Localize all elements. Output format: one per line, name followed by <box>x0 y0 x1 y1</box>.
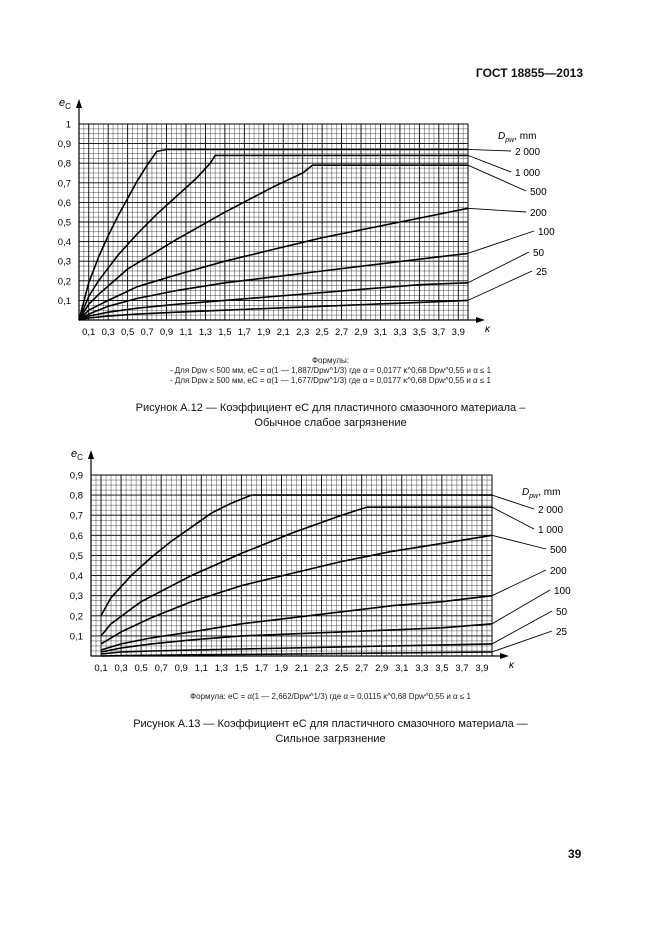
y-tick-label: 0,6 <box>69 530 83 542</box>
x-tick-label: 2,3 <box>296 327 310 338</box>
y-tick-label: 0,8 <box>57 158 71 170</box>
caption-line: Сильное загрязнение <box>275 733 386 745</box>
y-tick-label: 0,3 <box>69 591 83 603</box>
x-tick-label: 0,7 <box>140 327 154 338</box>
formula-block-a12 <box>0 356 661 386</box>
x-tick-label: 1,1 <box>194 663 208 674</box>
series-leader-line <box>468 271 532 300</box>
x-tick-label: 2,7 <box>355 663 369 674</box>
y-tick-label: 0,1 <box>69 631 83 643</box>
caption-line: Рисунок А.13 — Коэффициент eC для пластичного смазочного материала — <box>133 718 528 730</box>
series-label: 25 <box>556 627 568 638</box>
x-tick-label: 1,5 <box>234 663 248 674</box>
caption-line: Рисунок А.12 — Коэффициент eC для пластичного смазочного материала – <box>135 402 526 414</box>
x-tick-label: 3,3 <box>393 327 407 338</box>
series-label: 500 <box>530 187 547 198</box>
x-tick-label: 3,5 <box>435 663 449 674</box>
standard-number: ГОСТ 18855—2013 <box>475 66 583 80</box>
x-tick-label: 3,7 <box>455 663 469 674</box>
y-axis-label-subscript: C <box>65 102 71 111</box>
series-leader-line <box>492 611 552 644</box>
series-leader-line <box>492 570 546 596</box>
series-leader-line <box>468 155 511 172</box>
x-axis-label: κ <box>485 324 490 335</box>
y-axis-label: $e_C$ <box>71 448 83 462</box>
x-tick-label: 0,9 <box>159 327 174 338</box>
legend-title: $D_{pw}$, mm <box>498 131 537 144</box>
x-tick-label: 1,7 <box>237 327 251 338</box>
x-tick-label: 3,1 <box>373 327 388 338</box>
series-leader-line <box>492 507 534 529</box>
formula-line: - Для Dpw < 500 мм, eC = α(1 — 1,887/Dpw^1/3) где α = 0,0177 κ^0,68 Dpw^0,55 и α ≤ 1 <box>169 366 492 375</box>
series-label: 200 <box>550 566 567 577</box>
y-axis-arrow <box>76 99 82 108</box>
x-tick-label: 0,1 <box>82 327 96 338</box>
legend-title: $D_{pw}$, mm <box>522 487 561 500</box>
series-label: 1 000 <box>515 168 541 179</box>
x-tick-label: 1,5 <box>218 327 232 338</box>
caption-line: Обычное слабое загрязнение <box>254 417 407 429</box>
y-tick-label: 0,6 <box>57 197 71 209</box>
x-tick-label: 1,3 <box>198 327 213 338</box>
page-number: 39 <box>568 847 582 861</box>
x-tick-label: 0,5 <box>134 663 148 674</box>
formula-title: Формулы: <box>311 356 350 365</box>
x-tick-label: 0,7 <box>154 663 168 674</box>
series-leader-line <box>468 149 511 151</box>
series-label: 100 <box>554 586 571 597</box>
x-tick-label: 2,7 <box>334 327 349 338</box>
y-tick-label: 0,1 <box>57 295 71 307</box>
x-tick-label: 3,9 <box>451 327 465 338</box>
x-tick-label: 2,1 <box>294 663 309 674</box>
series-label: 200 <box>530 208 547 219</box>
x-axis-arrow <box>500 653 509 659</box>
y-tick-label: 0,5 <box>69 550 83 562</box>
series-label: 500 <box>550 545 567 556</box>
series-label: 50 <box>533 248 545 259</box>
series-leader-line <box>492 590 550 624</box>
x-tick-label: 1,9 <box>274 663 289 674</box>
series-leader-line <box>492 631 552 652</box>
x-tick-label: 0,5 <box>121 327 135 338</box>
x-tick-label: 1,9 <box>257 327 271 338</box>
y-tick-label: 0,8 <box>69 490 83 502</box>
y-tick-label: 0,4 <box>57 237 71 249</box>
y-tick-label: 0,7 <box>57 178 71 190</box>
x-tick-label: 1,1 <box>179 327 193 338</box>
series-leader-line <box>492 535 546 549</box>
series-leader-line <box>468 208 526 212</box>
x-tick-label: 2,9 <box>375 663 389 674</box>
series-label: 1 000 <box>538 525 564 536</box>
x-tick-label: 0,1 <box>94 663 108 674</box>
x-tick-label: 0,9 <box>174 663 188 674</box>
y-tick-label: 0,5 <box>57 217 71 229</box>
y-tick-label: 0,9 <box>69 470 83 482</box>
y-tick-label: 0,7 <box>69 510 83 522</box>
x-tick-label: 3,9 <box>475 663 489 674</box>
y-tick-label: 0,4 <box>69 571 83 583</box>
x-tick-label: 2,5 <box>315 327 329 338</box>
series-leader-line <box>468 252 529 283</box>
chart-figure-a13 <box>0 445 661 685</box>
series-label: 2 000 <box>515 147 541 158</box>
x-tick-label: 3,5 <box>412 327 426 338</box>
series-leader-line <box>468 231 534 253</box>
series-label: 100 <box>538 227 555 238</box>
x-tick-label: 2,5 <box>335 663 349 674</box>
x-tick-label: 2,1 <box>276 327 290 338</box>
x-axis-label: κ <box>509 660 514 671</box>
y-tick-label: 0,2 <box>69 611 83 623</box>
series-label: 25 <box>536 267 548 278</box>
x-tick-label: 2,3 <box>314 663 329 674</box>
x-tick-label: 2,9 <box>354 327 368 338</box>
x-tick-label: 3,7 <box>432 327 446 338</box>
x-tick-label: 1,7 <box>254 663 269 674</box>
y-axis-label: $e_C$ <box>59 97 71 111</box>
legend-title-subscript: pw <box>529 493 539 500</box>
legend-title-unit: , mm <box>514 131 537 142</box>
formula-block-a13 <box>0 692 661 702</box>
x-tick-label: 3,1 <box>395 663 409 674</box>
y-tick-label: 0,9 <box>57 139 71 151</box>
figure-caption-a13 <box>0 717 661 747</box>
series-label: 2 000 <box>538 505 564 516</box>
y-tick-label: 1 <box>65 119 71 131</box>
y-tick-label: 0,3 <box>57 256 71 268</box>
legend-title-subscript: pw <box>505 137 515 144</box>
x-tick-label: 0,3 <box>101 327 115 338</box>
y-axis-label-subscript: C <box>77 453 83 462</box>
y-axis-arrow <box>88 450 94 459</box>
x-tick-label: 3,3 <box>415 663 429 674</box>
figure-caption-a12 <box>0 401 661 431</box>
x-axis-arrow <box>476 317 485 323</box>
legend-title-unit: , mm <box>538 487 561 498</box>
x-tick-label: 0,3 <box>114 663 128 674</box>
formula-line: - Для Dpw ≥ 500 мм, eC = α(1 — 1,677/Dpw^1/3) где α = 0,0177 κ^0,68 Dpw^0,55 и α ≤ 1 <box>170 376 491 385</box>
series-label: 50 <box>556 607 568 618</box>
formula-line: Формула: eC = α(1 — 2,662/Dpw^1/3) где α = 0,0115 κ^0,68 Dpw^0,55 и α ≤ 1 <box>190 692 471 701</box>
y-tick-label: 0,2 <box>57 276 71 288</box>
x-tick-label: 1,3 <box>214 663 228 674</box>
